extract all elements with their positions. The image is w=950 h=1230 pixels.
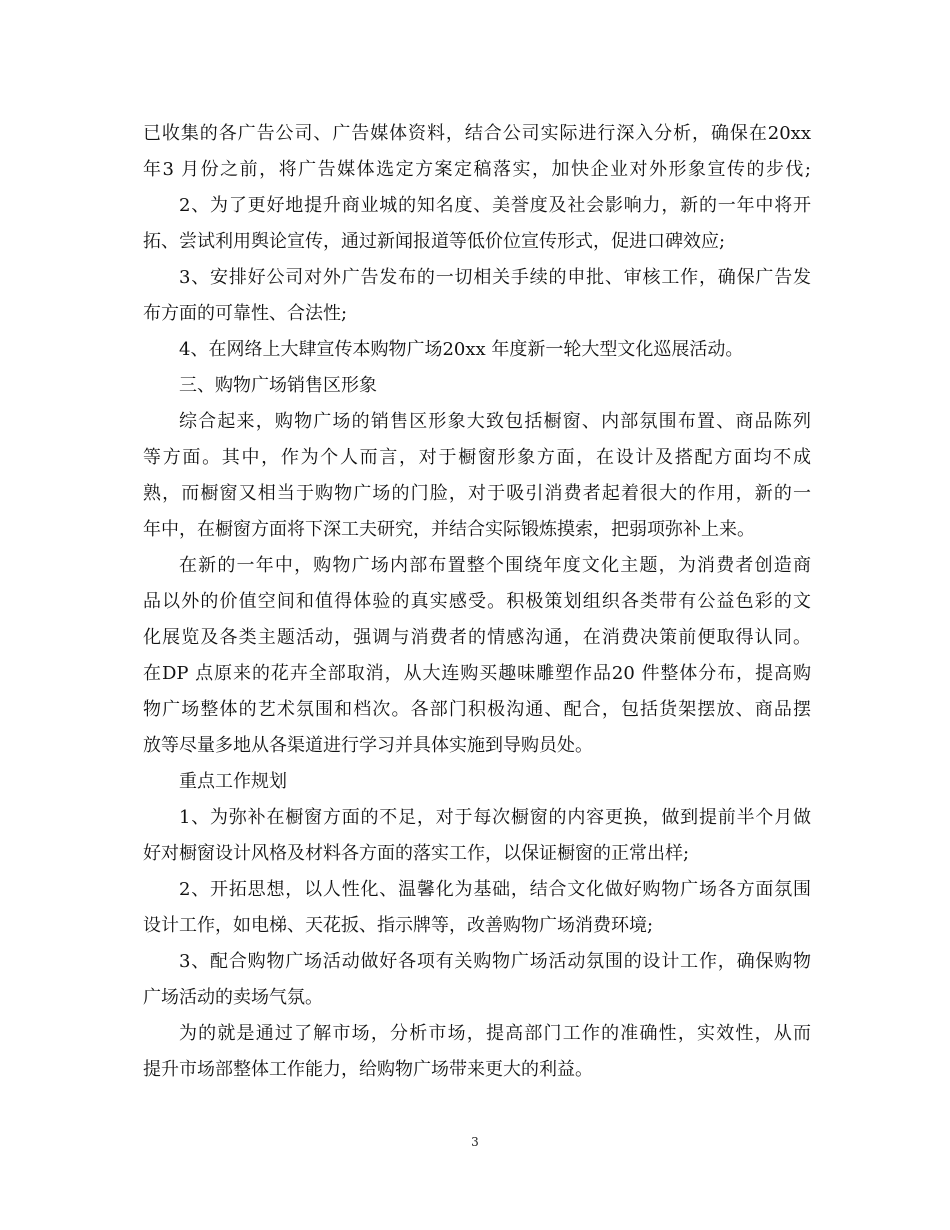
text-line: 3、配合购物广场活动做好各项有关购物广场活动氛围的设计工作，确保购物 (179, 951, 811, 972)
page-number: 3 (471, 1135, 479, 1149)
text-line: 放等尽量多地从各渠道进行学习并具体实施到导购员处。 (143, 735, 593, 756)
text-line: 年中，在橱窗方面将下深工夫研究，并结合实际锻炼摸索，把弱项弥补上来。 (143, 519, 755, 540)
text-line: 2、为了更好地提升商业城的知名度、美誉度及社会影响力，新的一年中将开 (179, 195, 811, 216)
text-line: 4、在网络上大肆宣传本购物广场20xx 年度新一轮大型文化巡展活动。 (179, 339, 744, 360)
text-line: 品以外的价值空间和值得体验的真实感受。积极策划组织各类带有公益色彩的文 (143, 591, 811, 612)
text-line: 年3 月份之前，将广告媒体选定方案定稿落实，加快企业对外形象宣传的步伐; (143, 159, 811, 180)
text-line: 拓、尝试利用舆论宣传，通过新闻报道等低价位宣传形式，促进口碑效应; (143, 231, 726, 252)
text-line: 提升市场部整体工作能力，给购物广场带来更大的利益。 (143, 1059, 593, 1080)
text-line: 好对橱窗设计风格及材料各方面的落实工作，以保证橱窗的正常出样; (143, 843, 690, 864)
text-line: 化展览及各类主题活动，强调与消费者的情感沟通，在消费决策前便取得认同。 (143, 627, 811, 648)
text-line: 熟，而橱窗又相当于购物广场的门脸，对于吸引消费者起着很大的作用，新的一 (143, 483, 811, 504)
text-line: 等方面。其中，作为个人而言，对于橱窗形象方面，在设计及搭配方面均不成 (143, 447, 811, 468)
text-line: 1、为弥补在橱窗方面的不足，对于每次橱窗的内容更换，做到提前半个月做 (179, 807, 811, 828)
text-line: 重点工作规划 (179, 771, 287, 792)
text-line: 在新的一年中，购物广场内部布置整个围绕年度文化主题，为消费者创造商 (179, 555, 811, 576)
text-line: 广场活动的卖场气氛。 (143, 987, 323, 1008)
text-line: 综合起来，购物广场的销售区形象大致包括橱窗、内部氛围布置、商品陈列 (179, 411, 811, 432)
text-line: 3、安排好公司对外广告发布的一切相关手续的申批、审核工作，确保广告发 (179, 267, 811, 288)
text-line: 已收集的各广告公司、广告媒体资料，结合公司实际进行深入分析，确保在20xx (143, 123, 811, 144)
text-line: 三、购物广场销售区形象 (179, 375, 377, 396)
text-line: 在DP 点原来的花卉全部取消，从大连购买趣味雕塑作品20 件整体分布，提高购 (143, 663, 811, 684)
document-body (143, 116, 811, 1088)
text-line: 物广场整体的艺术氛围和档次。各部门积极沟通、配合，包括货架摆放、商品摆 (143, 699, 811, 720)
text-line: 设计工作，如电梯、天花扳、指示牌等，改善购物广场消费环境; (143, 915, 654, 936)
text-line: 布方面的可靠性、合法性; (143, 303, 348, 324)
text-line: 为的就是通过了解市场，分析市场，提高部门工作的准确性，实效性，从而 (179, 1023, 811, 1044)
text-line: 2、开拓思想，以人性化、温馨化为基础，结合文化做好购物广场各方面氛围 (179, 879, 811, 900)
